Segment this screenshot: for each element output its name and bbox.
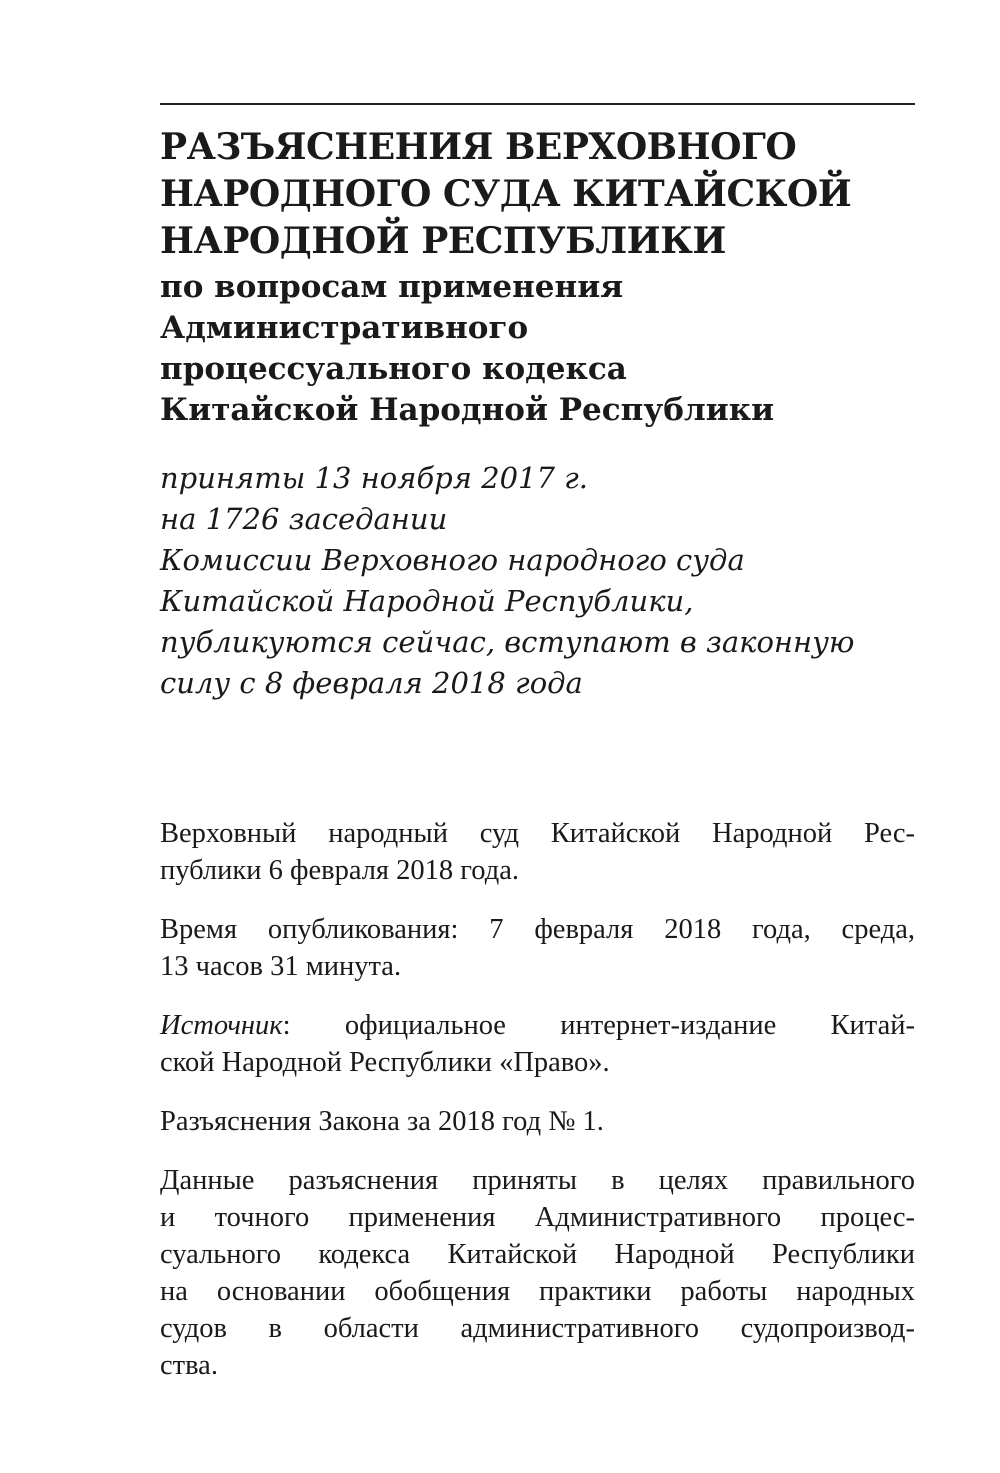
law-number-paragraph <box>160 1103 915 1140</box>
body-text <box>160 815 915 1406</box>
title-line: НАРОДНОГО СУДА КИТАЙСКОЙ <box>160 173 852 215</box>
text-line: судов в области административного судопроизвод- <box>160 1313 915 1344</box>
text-line: ства. <box>160 1350 218 1381</box>
document-subtitle <box>160 267 915 431</box>
text-line: и точного применения Административного процес- <box>160 1202 915 1233</box>
title-line: НАРОДНОЙ РЕСПУБЛИКИ <box>160 220 726 262</box>
subtitle-line: Китайской Народной Республики <box>160 392 775 428</box>
title-line: РАЗЪЯСНЕНИЯ ВЕРХОВНОГО <box>160 126 797 168</box>
adoption-note <box>160 458 915 704</box>
text-line: суального кодекса Китайской Народной Республики <box>160 1239 915 1270</box>
adoption-line: публикуются сейчас, вступают в законную <box>160 625 855 659</box>
source-label: Источник <box>160 1010 283 1041</box>
court-date-paragraph <box>160 815 915 889</box>
text-line: ской Народной Республики «Право». <box>160 1047 610 1078</box>
subtitle-line: по вопросам применения <box>160 269 624 305</box>
adoption-line: Китайской Народной Республики, <box>160 584 694 618</box>
text-line: публики 6 февраля 2018 года. <box>160 855 519 886</box>
text-line: Данные разъяснения приняты в целях правильного <box>160 1165 915 1196</box>
source-text: : официальное интернет-издание Китай- <box>282 1010 915 1041</box>
text-line: Время опубликования: 7 февраля 2018 года, среда, <box>160 914 915 945</box>
adoption-line: на 1726 заседании <box>160 502 448 536</box>
document-title <box>160 124 915 265</box>
adoption-line: Комиссии Верховного народного суда <box>160 543 745 577</box>
text-line: Разъяснения Закона за 2018 год № 1. <box>160 1106 604 1137</box>
subtitle-line: процессуального кодекса <box>160 351 627 387</box>
adoption-line: силу с 8 февраля 2018 года <box>160 666 583 700</box>
purpose-paragraph <box>160 1162 915 1384</box>
source-paragraph <box>160 1007 915 1081</box>
subtitle-line: Административного <box>160 310 529 346</box>
title-block <box>160 124 915 431</box>
publication-time-paragraph <box>160 911 915 985</box>
text-line <box>160 1007 915 1044</box>
adoption-line: приняты 13 ноября 2017 г. <box>160 461 589 495</box>
top-divider <box>160 103 915 105</box>
text-line: на основании обобщения практики работы народных <box>160 1276 915 1307</box>
text-line: Верховный народный суд Китайской Народной Рес- <box>160 818 915 849</box>
text-line: 13 часов 31 минута. <box>160 951 402 982</box>
